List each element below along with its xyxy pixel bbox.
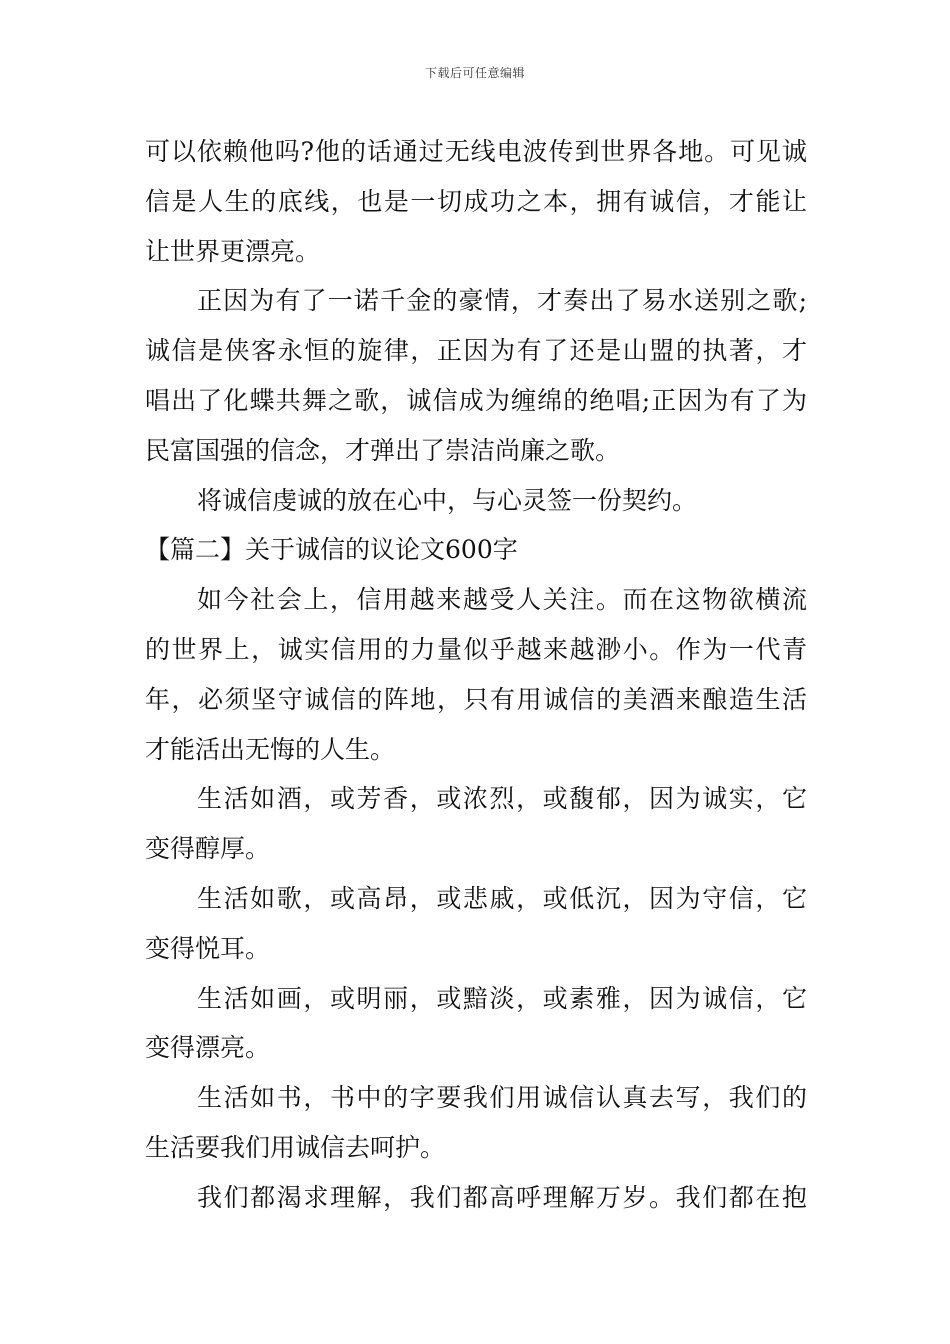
section-heading: 【篇二】关于诚信的议论文600字 (145, 535, 518, 565)
text-line: 变得醇厚。 (145, 834, 271, 864)
text-line: 生活如书，书中的字要我们用诚信认真去写，我们的 (197, 1083, 807, 1113)
text-line: 才能活出无悔的人生。 (145, 734, 396, 764)
text-line: 可以依赖他吗?他的话通过无线电波传到世界各地。可见诚 (145, 137, 807, 166)
document-body (145, 127, 807, 1223)
text-line: 唱出了化蝶共舞之歌，诚信成为缠绵的绝唱;正因为有了为 (145, 385, 807, 415)
text-line: 正因为有了一诺千金的豪情，才奏出了易水送别之歌; (197, 286, 807, 316)
text-line: 信是人生的底线，也是一切成功之本，拥有诚信，才能让 (145, 186, 807, 216)
text-line: 年，必须坚守诚信的阵地，只有用诚信的美酒来酿造生活 (145, 684, 807, 714)
text-line: 诚信是侠客永恒的旋律，正因为有了还是山盟的执著，才 (145, 336, 807, 366)
text-line: 生活要我们用诚信去呵护。 (145, 1132, 446, 1162)
text-line: 将诚信虔诚的放在心中，与心灵签一份契约。 (197, 485, 698, 515)
text-line: 我们都渴求理解，我们都高呼理解万岁。我们都在抱 (197, 1182, 807, 1212)
text-line: 变得悦耳。 (145, 933, 271, 963)
text-line: 让世界更漂亮。 (145, 236, 321, 266)
text-line: 变得漂亮。 (145, 1033, 271, 1063)
text-line: 如今社会上，信用越来越受人关注。而在这物欲横流 (197, 585, 807, 615)
text-line: 生活如酒，或芳香，或浓烈，或馥郁，因为诚实，它 (197, 784, 807, 814)
page-header: 下载后可任意编辑 (424, 66, 525, 80)
text-line: 生活如歌，或高昂，或悲戚，或低沉，因为守信，它 (197, 883, 807, 913)
text-line: 民富国强的信念，才弹出了崇洁尚廉之歌。 (145, 435, 621, 465)
text-line: 生活如画，或明丽，或黯淡，或素雅，因为诚信，它 (197, 983, 807, 1013)
text-line: 的世界上，诚实信用的力量似乎越来越渺小。作为一代青 (145, 634, 807, 664)
